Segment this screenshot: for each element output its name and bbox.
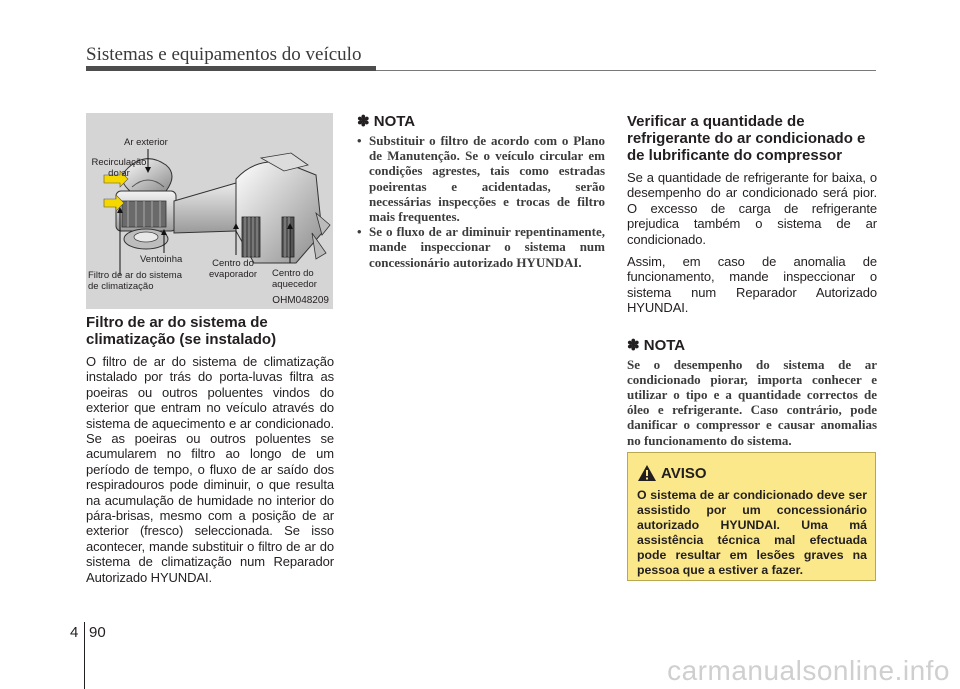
note-1-item-text: Substituir o filtro de acordo com o Plano de Manutenção. Se o veículo circular em condições agrestes, tais como estradas poeirentas e acidentadas, serão necessárias inspecções e trocas de filtro mais frequentes.	[369, 133, 605, 225]
label-ventoinha: Ventoinha	[140, 254, 183, 265]
note-1-item	[357, 224, 605, 270]
section-filtro-body: O filtro de ar do sistema de climatização instalado por trás do porta-luvas filtra as poeiras ou outros poluentes vindos do exterior que entram no veículo através do sistema de aquecimento e ar condicionado. Se as poeiras ou outros poluentes se acumularem no filtro ao longo de um período de tempo, o fluxo de ar saído dos respiradouros pode diminuir, o que resulta na acumulação de humidade no interior do pára-brisas, mesmo com a posição de ar exterior (fresco) seleccionada. Se isso acontecer, mande substituir o filtro de ar do sistema de climatização num Reparador Autorizado HYUNDAI.	[86, 354, 334, 585]
note-1-heading: ✽ NOTA	[357, 113, 416, 130]
note-2-text: Se o desempenho do sistema de ar condicionado piorar, importa conhecer e utilizar o tipo e a quantidade correctos de óleo e refrigerante. Caso contrário, pode danificar o compressor e causar anomalias no funcionamento do sistema.	[627, 356, 877, 448]
figure-code: OHM048209	[272, 295, 329, 306]
note-1-item-text: Se o fluxo de ar diminuir repentinamente, mande inspeccionar o sistema num concessionário autorizado HYUNDAI.	[369, 224, 605, 270]
watermark: carmanualsonline.info	[667, 655, 950, 686]
header-bar	[86, 66, 376, 71]
section-refrigerante-body-1: Se a quantidade de refrigerante for baixa, o desempenho do ar condicionado será pior. O excesso de carga de refrigerante prejudica também o sistema de ar condicionado.	[627, 170, 877, 247]
page-divider	[84, 622, 85, 689]
note-1-item	[357, 133, 605, 224]
chapter-number: 4	[70, 624, 79, 641]
warning-text: O sistema de ar condicionado deve ser assistido por um concessionário autorizado HYUNDAI. Uma má assistência técnica mal efectuada pode resultar em lesões graves na pessoa que a estiver a fazer.	[637, 488, 867, 577]
label-evaporador: Centro do evaporador	[209, 258, 258, 280]
page-header-title: Sistemas e equipamentos do veículo	[86, 44, 362, 65]
section-refrigerante	[627, 113, 877, 448]
label-aquecedor: Centro do aquecedor	[272, 268, 317, 290]
section-refrigerante-heading: Verificar a quantidade de refrigerante do ar condicionado e de lubrificante do compressor	[627, 113, 866, 164]
warning-triangle-icon	[637, 464, 657, 482]
page-number: 90	[89, 624, 106, 641]
warning-title-row	[637, 462, 867, 484]
section-refrigerante-body-2: Assim, em caso de anomalia de funcionamento, mande inspeccionar o sistema num Reparador Autorizado HYUNDAI.	[627, 254, 877, 316]
label-ar-exterior: Ar exterior	[124, 137, 168, 148]
warning-box	[627, 452, 876, 581]
warning-title: AVISO	[661, 464, 707, 482]
header-rule	[376, 70, 876, 71]
hvac-diagram	[86, 113, 333, 309]
note-2-heading: ✽ NOTA	[627, 336, 686, 354]
note-1	[357, 112, 605, 270]
note-1-list	[357, 133, 605, 270]
bullet: •	[357, 133, 362, 148]
section-filtro	[86, 314, 334, 585]
label-filtro: Filtro de ar do sistema de climatização	[88, 270, 182, 292]
bullet: •	[357, 224, 362, 240]
label-recirculacao: Recirculação do ar	[91, 157, 147, 179]
section-filtro-heading: Filtro de ar do sistema de climatização (se instalado)	[86, 314, 277, 348]
